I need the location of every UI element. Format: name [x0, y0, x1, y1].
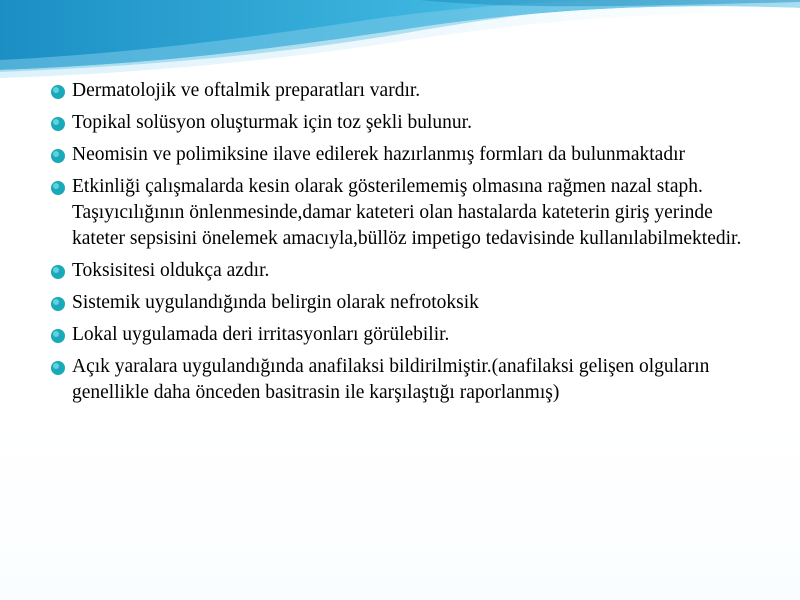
bullet-text: Lokal uygulamada deri irritasyonları görülebilir.	[72, 324, 450, 345]
bullet-text: Dermatolojik ve oftalmik preparatları vardır.	[72, 80, 421, 101]
bullet-disc-icon	[50, 148, 66, 164]
bullet-disc-icon	[50, 296, 66, 312]
header-wave-decoration	[0, 0, 800, 80]
bullet-text: Etkinliği çalışmalarda kesin olarak gösterilememiş olmasına rağmen nazal staph. Taşıyıcılığının önlenmesinde,damar kateteri olan hastalarda kateterin giriş yerinde kateter sepsisini önelemek amacıyla,büllöz impetigo tedavisinde kullanılabilmektedir.	[72, 176, 742, 249]
bullet-disc-icon	[50, 180, 66, 196]
bullet-text: Sistemik uygulandığında belirgin olarak nefrotoksik	[72, 292, 479, 313]
bullet-item	[50, 110, 770, 136]
bullet-item	[50, 290, 770, 316]
bullet-disc-icon	[50, 116, 66, 132]
bullet-item	[50, 354, 770, 406]
bullet-item	[50, 174, 770, 252]
bullet-text: Topikal solüsyon oluşturmak için toz şekli bulunur.	[72, 112, 472, 133]
bullet-text: Neomisin ve polimiksine ilave edilerek hazırlanmış formları da bulunmaktadır	[72, 144, 685, 165]
bullet-disc-icon	[50, 264, 66, 280]
bullet-item	[50, 258, 770, 284]
bullet-disc-icon	[50, 360, 66, 376]
bullet-item	[50, 322, 770, 348]
bullet-disc-icon	[50, 328, 66, 344]
bullet-text: Açık yaralara uygulandığında anafilaksi bildirilmiştir.(anafilaksi gelişen olguların genellikle daha önceden basitrasin ile karşılaştığı raporlanmış)	[72, 356, 710, 403]
bullet-item	[50, 78, 770, 104]
bullet-disc-icon	[50, 84, 66, 100]
bullet-text: Toksisitesi oldukça azdır.	[72, 260, 270, 281]
bullet-list	[50, 78, 770, 412]
bullet-item	[50, 142, 770, 168]
